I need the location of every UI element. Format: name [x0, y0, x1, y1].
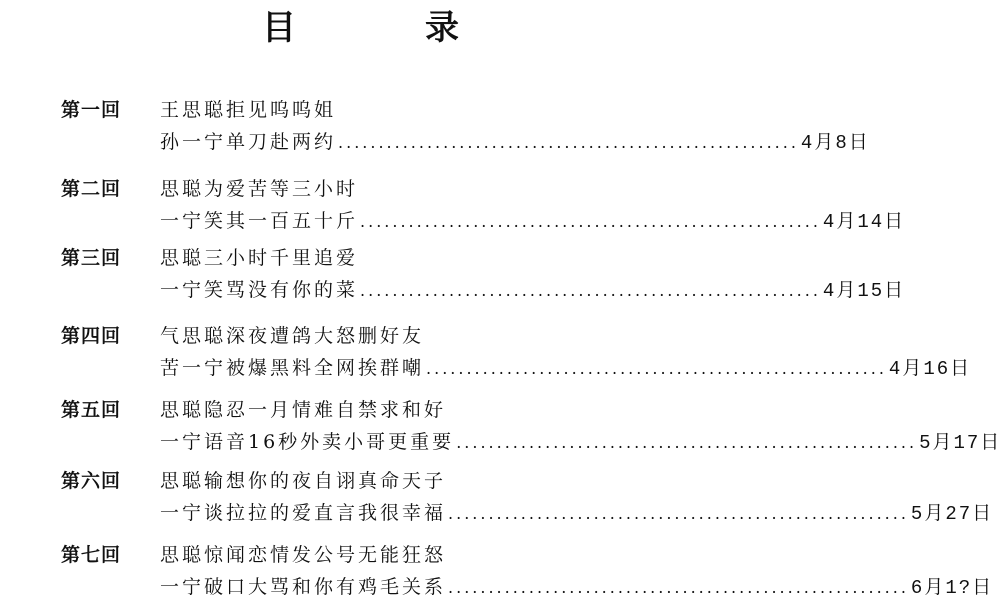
chapter-label: 第一回	[61, 99, 122, 121]
chapter-title-line-2-row	[160, 354, 972, 382]
chapter-date: 4月14日	[822, 211, 906, 233]
chapter-entry-5[interactable]	[0, 396, 1001, 460]
chapter-title-line-1: 思聪输想你的夜自诩真命天子	[160, 470, 447, 492]
chapter-title-line-2-row	[160, 499, 994, 527]
title-char-1: 目	[262, 8, 296, 48]
dot-leader: .........................................................	[360, 212, 821, 231]
chapter-title-line-2: 一宁语音16秒外卖小哥更重要	[160, 431, 455, 453]
chapter-title-line-2-row	[160, 276, 906, 304]
chapter-entry-7[interactable]	[0, 541, 994, 605]
page-title	[0, 6, 704, 56]
chapter-date: 5月17日	[919, 432, 1001, 454]
chapter-title-line-2-row	[160, 428, 1001, 456]
chapter-label: 第三回	[61, 247, 122, 269]
chapter-label: 第五回	[61, 399, 122, 421]
chapter-title-line-1: 思聪三小时千里追爱	[160, 247, 359, 269]
chapter-label: 第七回	[61, 544, 122, 566]
dot-leader: .........................................................	[426, 359, 887, 378]
chapter-entry-3[interactable]	[0, 244, 906, 308]
chapter-title-line-2: 一宁破口大骂和你有鸡毛关系	[160, 576, 447, 598]
chapter-date: 4月15日	[822, 280, 906, 302]
chapter-date: 4月8日	[800, 132, 870, 154]
chapter-title-line-2: 苦一宁被爆黑料全网挨群嘲	[160, 357, 425, 379]
chapter-title-line-1: 王思聪拒见呜呜姐	[160, 99, 337, 121]
chapter-title-line-2: 一宁笑其一百五十斤	[160, 210, 359, 232]
chapter-date: 4月16日	[888, 358, 972, 380]
dot-leader: .........................................................	[448, 578, 909, 597]
chapter-title-line-2-row	[160, 207, 906, 235]
title-char-2: 录	[425, 8, 459, 48]
chapter-label: 第四回	[61, 325, 122, 347]
chapter-entry-6[interactable]	[0, 467, 994, 531]
chapter-entry-1[interactable]	[0, 96, 870, 160]
chapter-date: 5月27日	[910, 503, 994, 525]
dot-leader: .........................................................	[448, 504, 909, 523]
chapter-date: 6月1?日	[910, 577, 994, 599]
chapter-title-line-2-row	[160, 128, 870, 156]
chapter-title-line-2: 孙一宁单刀赴两约	[160, 131, 337, 153]
chapter-title-line-1: 思聪隐忍一月情难自禁求和好	[160, 399, 447, 421]
chapter-title-line-1: 气思聪深夜遭鸽大怒删好友	[160, 325, 425, 347]
chapter-label: 第二回	[61, 178, 122, 200]
chapter-title-line-2-row	[160, 573, 994, 601]
chapter-title-line-2: 一宁谈拉拉的爱直言我很幸福	[160, 502, 447, 524]
chapter-title-line-2: 一宁笑骂没有你的菜	[160, 279, 359, 301]
chapter-title-line-1: 思聪为爱苦等三小时	[160, 178, 359, 200]
dot-leader: .........................................................	[360, 281, 821, 300]
chapter-entry-2[interactable]	[0, 175, 906, 239]
chapter-title-line-1: 思聪惊闻恋情发公号无能狂怒	[160, 544, 447, 566]
chapter-entry-4[interactable]	[0, 322, 972, 386]
dot-leader: .........................................................	[456, 433, 918, 452]
chapter-label: 第六回	[61, 470, 122, 492]
dot-leader: .........................................................	[338, 133, 799, 152]
